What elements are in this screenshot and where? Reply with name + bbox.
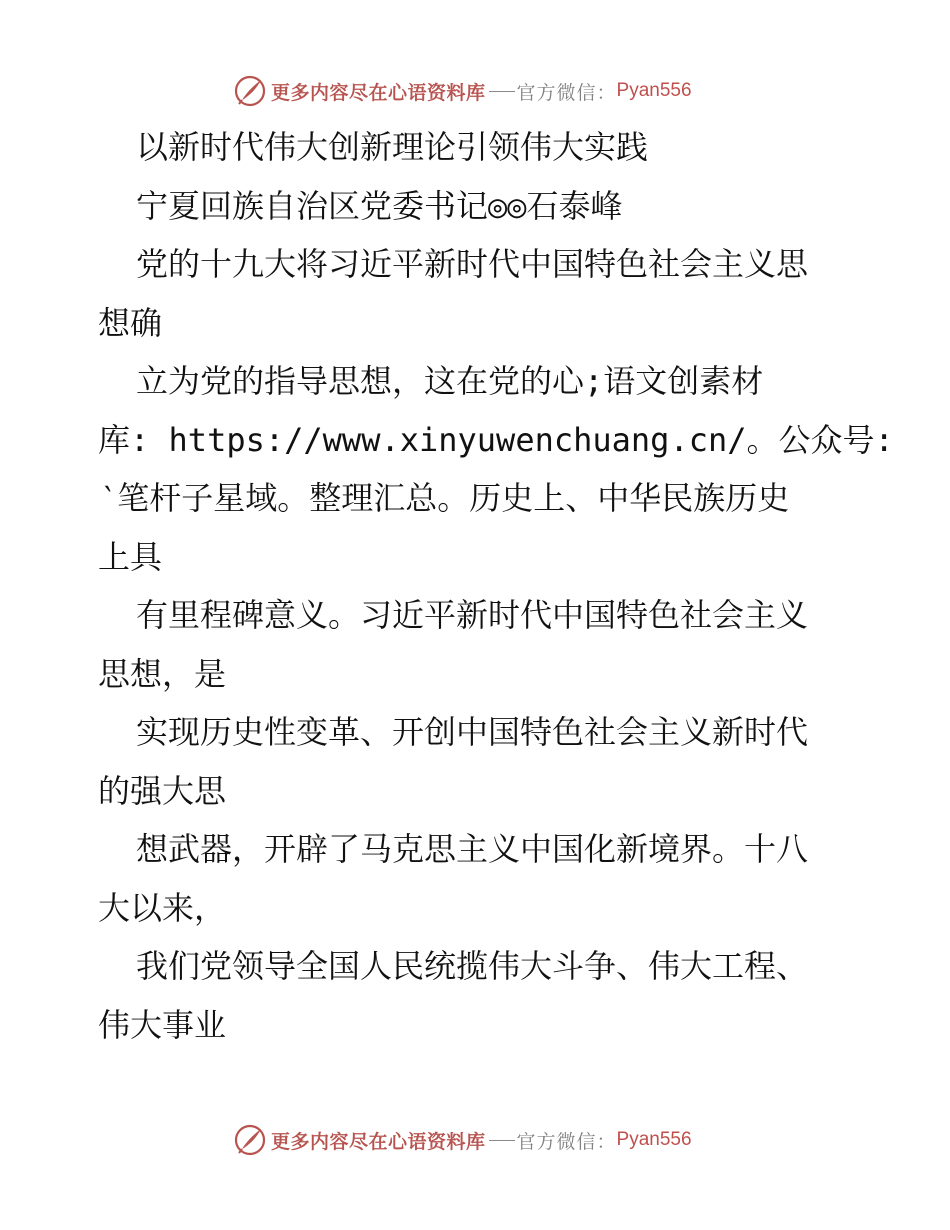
header-banner	[233, 73, 692, 109]
text-line: 的强大思	[98, 771, 227, 810]
footer-wechat-handle: Pyan556	[616, 1129, 692, 1150]
header-brand-text: 更多内容尽在心语资料库	[271, 81, 486, 104]
quill-logo-icon	[233, 1123, 267, 1157]
footer-wechat-label: 官方微信：	[516, 1130, 617, 1153]
text-line: 库: https://www.xinyuwenchuang.cn/。公众号:	[98, 420, 894, 459]
quill-logo-icon	[233, 74, 267, 108]
text-line: 宁夏回族自治区党委书记◎◎石泰峰	[136, 186, 623, 225]
footer-brand-text: 更多内容尽在心语资料库	[271, 1130, 486, 1153]
document-body	[98, 118, 894, 1054]
header-divider	[489, 91, 515, 92]
header-wechat-handle: Pyan556	[616, 80, 692, 101]
text-line: 大以来，	[98, 888, 227, 927]
header-wechat-label: 官方微信：	[516, 81, 617, 104]
text-line: 思想，是	[98, 654, 227, 693]
text-line: 伟大事业	[98, 1005, 227, 1044]
text-line: 上具	[98, 537, 163, 576]
text-line: 我们党领导全国人民统揽伟大斗争、伟大工程、	[136, 947, 809, 985]
text-line: 想武器，开辟了马克思主义中国化新境界。十八	[136, 830, 809, 868]
text-line: 以新时代伟大创新理论引领伟大实践	[136, 128, 649, 166]
text-line: 有里程碑意义。习近平新时代中国特色社会主义	[136, 596, 809, 634]
footer-banner	[233, 1122, 692, 1158]
footer-divider	[489, 1140, 515, 1141]
text-line: ‵笔杆子星域。整理汇总。历史上、中华民族历史	[98, 479, 790, 517]
text-line: 想确	[98, 303, 163, 342]
text-line: 党的十九大将习近平新时代中国特色社会主义思	[136, 245, 809, 283]
text-line: 立为党的指导思想，这在党的心;语文创素材	[136, 362, 764, 400]
text-line: 实现历史性变革、开创中国特色社会主义新时代	[136, 713, 809, 751]
